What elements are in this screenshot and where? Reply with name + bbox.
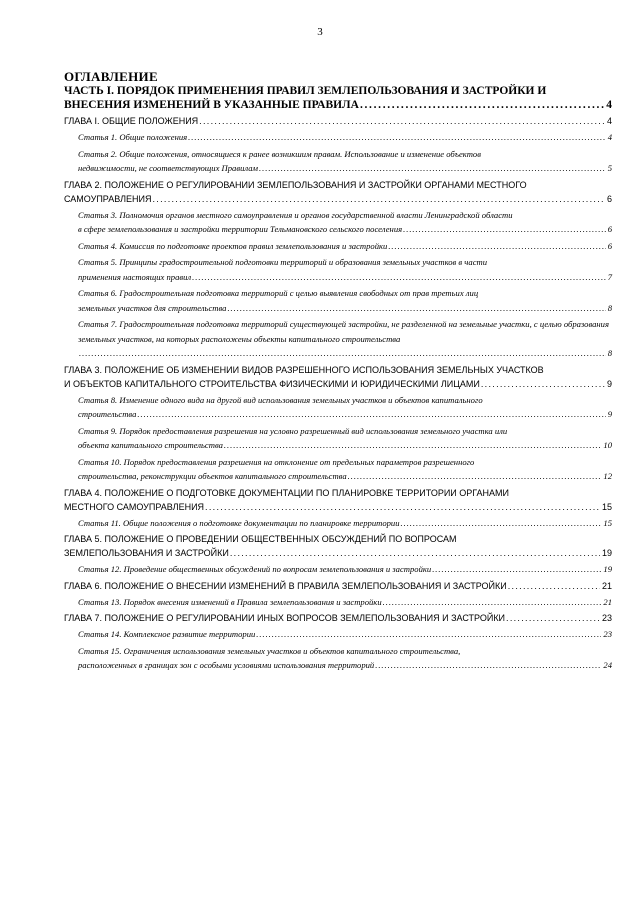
toc-entry-title: Статья 14. Комплексное развитие территории bbox=[78, 629, 256, 639]
dot-leader bbox=[204, 500, 600, 514]
toc-entry-art[interactable] bbox=[64, 130, 612, 145]
toc-page-number: 8 bbox=[607, 302, 612, 313]
toc-entry-line bbox=[78, 469, 612, 484]
toc-entry-chap[interactable] bbox=[64, 579, 612, 593]
toc-entry-line bbox=[78, 270, 612, 285]
dot-leader bbox=[191, 270, 606, 285]
toc-entry-text: ГЛАВА 4. ПОЛОЖЕНИЕ О ПОДГОТОВКЕ ДОКУМЕНТАЦИИ ПО ПЛАНИРОВКЕ ТЕРРИТОРИИ ОРГАНАМИ bbox=[64, 487, 510, 498]
toc-page-number: 6 bbox=[607, 240, 612, 251]
toc-entry-art[interactable] bbox=[64, 208, 612, 237]
toc-entry-art[interactable] bbox=[64, 424, 612, 453]
dot-leader bbox=[359, 98, 604, 112]
toc-entry-title: объекта капитального строительства bbox=[78, 440, 223, 450]
toc-entry-art[interactable] bbox=[64, 516, 612, 531]
dot-leader bbox=[258, 161, 606, 176]
toc-entry-title: ГЛАВА 6. ПОЛОЖЕНИЕ О ВНЕСЕНИИ ИЗМЕНЕНИЙ В ПРАВИЛА ЗЕМЛЕПОЛЬЗОВАНИЯ И ЗАСТРОЙКИ bbox=[64, 580, 507, 591]
toc-page-number: 7 bbox=[607, 271, 612, 282]
toc-page-number: 21 bbox=[601, 580, 612, 591]
toc-entry-art[interactable] bbox=[64, 239, 612, 254]
toc-entry-title: ЗЕМЛЕПОЛЬЗОВАНИЯ И ЗАСТРОЙКИ bbox=[64, 548, 229, 558]
toc-entry-line bbox=[64, 192, 612, 206]
toc-entry-title: строительства bbox=[78, 409, 137, 419]
dot-leader bbox=[387, 239, 605, 254]
toc-page-number: 19 bbox=[601, 548, 612, 558]
toc-entry-line bbox=[64, 579, 612, 593]
toc-entry-line bbox=[64, 546, 612, 560]
toc-entry-line bbox=[64, 500, 612, 514]
toc-entry-title: ГЛАВА 7. ПОЛОЖЕНИЕ О РЕГУЛИРОВАНИИ ИНЫХ ВОПРОСОВ ЗЕМЛЕПОЛЬЗОВАНИЯ И ЗАСТРОЙКИ bbox=[64, 613, 506, 623]
toc-entry-line bbox=[64, 98, 612, 112]
toc-entry-art[interactable] bbox=[64, 644, 612, 673]
toc-entry-title: ГЛАВА I. ОБЩИЕ ПОЛОЖЕНИЯ bbox=[64, 116, 199, 126]
toc-page-number: 4 bbox=[606, 99, 612, 111]
dot-leader bbox=[136, 407, 605, 422]
toc-page-number: 19 bbox=[603, 564, 612, 574]
toc-entry-line bbox=[64, 611, 612, 625]
toc-entry-text: ГЛАВА 2. ПОЛОЖЕНИЕ О РЕГУЛИРОВАНИИ ЗЕМЛЕПОЛЬЗОВАНИЯ И ЗАСТРОЙКИ ОРГАНАМИ МЕСТНОГО bbox=[64, 179, 527, 190]
toc-entry-title: недвижимости, не соответствующих Правилам bbox=[78, 163, 259, 173]
toc-entry-art[interactable] bbox=[64, 562, 612, 577]
toc-entry-line bbox=[78, 438, 612, 453]
toc-entry-text: Статья 10. Порядок предоставления разрешения на отклонение от предельных параметров разрешенного bbox=[78, 456, 475, 467]
dot-leader bbox=[229, 546, 600, 560]
table-of-contents bbox=[64, 84, 612, 673]
toc-entry-title: применения настоящих правил bbox=[78, 271, 192, 282]
toc-entry-chap[interactable] bbox=[64, 363, 612, 391]
dot-leader bbox=[187, 130, 606, 145]
dot-leader bbox=[480, 377, 605, 391]
toc-entry-title: Статья 12. Проведение общественных обсуждений по вопросам землепользования и застройки bbox=[78, 564, 432, 574]
toc-entry-line bbox=[78, 301, 612, 316]
toc-entry-chap[interactable] bbox=[64, 486, 612, 514]
toc-entry-title: Статья 13. Порядок внесения изменений в Правила землепользования и застройки bbox=[78, 596, 382, 607]
toc-page-number: 4 bbox=[607, 132, 612, 142]
toc-entry-line bbox=[78, 161, 612, 176]
toc-entry-line bbox=[78, 516, 612, 531]
toc-entry-art[interactable] bbox=[64, 255, 612, 284]
toc-entry-line bbox=[78, 627, 612, 642]
dot-leader bbox=[223, 438, 601, 453]
dot-leader bbox=[400, 516, 602, 531]
toc-entry-title: земельных участков для строительства bbox=[78, 302, 227, 313]
toc-entry-text: Статья 3. Полномочия органов местного самоуправления и органов государственной власти Ленинградской области bbox=[78, 209, 513, 220]
toc-entry-title: в сфере землепользования и застройки территории Тельмановского сельского поселения bbox=[78, 224, 403, 234]
toc-entry-art[interactable] bbox=[64, 393, 612, 422]
toc-page-number: 6 bbox=[606, 193, 612, 204]
toc-page-number: 8 bbox=[607, 348, 612, 358]
toc-page-number: 24 bbox=[603, 660, 612, 670]
toc-title: ОГЛАВЛЕНИЕ bbox=[64, 69, 158, 84]
dot-leader bbox=[151, 192, 605, 206]
dot-leader bbox=[255, 627, 601, 642]
toc-page-number: 15 bbox=[601, 501, 612, 512]
toc-entry-art[interactable] bbox=[64, 595, 612, 610]
toc-entry-title: Статья 11. Общие положения о подготовке документации по планировке территории bbox=[78, 517, 400, 528]
toc-entry-chap[interactable] bbox=[64, 114, 612, 128]
toc-entry-art[interactable] bbox=[64, 455, 612, 484]
toc-entry-title: расположенных в границах зон с особыми условиями использования территорий bbox=[78, 660, 375, 670]
toc-entry-art[interactable] bbox=[64, 286, 612, 315]
toc-entry-text: Статья 8. Изменение одного вида на другой вид использования земельных участков и объектов капитального bbox=[78, 394, 483, 405]
toc-entry-title: САМОУПРАВЛЕНИЯ bbox=[64, 193, 152, 204]
toc-page-number: 21 bbox=[603, 596, 612, 607]
toc-entry-title: ВНЕСЕНИЯ ИЗМЕНЕНИЙ В УКАЗАННЫЕ ПРАВИЛА bbox=[64, 99, 359, 111]
dot-leader bbox=[78, 346, 606, 361]
dot-leader bbox=[382, 595, 602, 610]
toc-entry-text: Статья 2. Общие положения, относящиеся к ранее возникшим правам. Использование и изменение объектов bbox=[78, 148, 481, 159]
toc-entry-title: МЕСТНОГО САМОУПРАВЛЕНИЯ bbox=[64, 501, 205, 512]
toc-entry-text: Статья 9. Порядок предоставления разрешения на условно разрешенный вид использования земельного участка или bbox=[78, 425, 508, 436]
toc-entry-text: Статья 7. Градостроительная подготовка территорий существующей застройки, не разделенной на земельные участки, с целью образования земельных участков, на которых расположены объекты капитального строительства bbox=[78, 319, 609, 344]
toc-entry-line bbox=[78, 562, 612, 577]
toc-entry-line bbox=[78, 658, 612, 673]
toc-page-number: 12 bbox=[603, 471, 612, 481]
toc-entry-title: строительства, реконструкции объектов капитального строительства bbox=[78, 471, 347, 481]
toc-entry-title: И ОБЪЕКТОВ КАПИТАЛЬНОГО СТРОИТЕЛЬСТВА ФИЗИЧЕСКИМИ И ЮРИДИЧЕСКИМИ ЛИЦАМИ bbox=[64, 378, 480, 389]
toc-page-number: 10 bbox=[603, 440, 612, 450]
toc-entry-art[interactable] bbox=[64, 147, 612, 176]
toc-entry-part[interactable] bbox=[64, 84, 612, 112]
toc-entry-text: ГЛАВА 5. ПОЛОЖЕНИЕ О ПРОВЕДЕНИИ ОБЩЕСТВЕННЫХ ОБСУЖДЕНИЙ ПО ВОПРОСАМ bbox=[64, 534, 457, 544]
toc-entry-text: ЧАСТЬ I. ПОРЯДОК ПРИМЕНЕНИЯ ПРАВИЛ ЗЕМЛЕПОЛЬЗОВАНИЯ И ЗАСТРОЙКИ И bbox=[64, 85, 547, 97]
toc-entry-text: Статья 5. Принципы градостроительной подготовки территорий и образования земельных участков в части bbox=[78, 257, 488, 267]
toc-entry-art[interactable] bbox=[64, 317, 612, 361]
toc-page-number: 9 bbox=[607, 409, 612, 419]
toc-entry-chap[interactable] bbox=[64, 611, 612, 625]
toc-page-number: 5 bbox=[607, 163, 612, 173]
toc-entry-title: Статья 1. Общие положения bbox=[78, 132, 188, 142]
dot-leader bbox=[505, 611, 600, 625]
toc-entry-line bbox=[78, 407, 612, 422]
page-number: 3 bbox=[317, 26, 323, 38]
toc-entry-line bbox=[78, 595, 612, 610]
toc-entry-line bbox=[78, 130, 612, 145]
toc-entry-text: ГЛАВА 3. ПОЛОЖЕНИЕ ОБ ИЗМЕНЕНИИ ВИДОВ РАЗРЕШЕННОГО ИСПОЛЬЗОВАНИЯ ЗЕМЕЛЬНЫХ УЧАСТКОВ bbox=[64, 364, 544, 375]
toc-page-number: 6 bbox=[607, 224, 612, 234]
dot-leader bbox=[431, 562, 601, 577]
dot-leader bbox=[198, 114, 605, 128]
toc-entry-line bbox=[78, 346, 612, 361]
toc-entry-chap[interactable] bbox=[64, 532, 612, 560]
toc-entry-text: Статья 15. Ограничения использования земельных участков и объектов капитального строительства, bbox=[78, 645, 461, 656]
toc-entry-line bbox=[78, 239, 612, 254]
toc-page-number: 9 bbox=[606, 378, 612, 389]
toc-entry-line bbox=[64, 377, 612, 391]
dot-leader bbox=[374, 658, 601, 673]
toc-entry-art[interactable] bbox=[64, 627, 612, 642]
dot-leader bbox=[507, 579, 600, 593]
toc-entry-text: Статья 6. Градостроительная подготовка территорий с целью выявления свободных от прав третьих лиц bbox=[78, 288, 479, 298]
toc-page-number: 23 bbox=[603, 629, 612, 639]
toc-entry-line bbox=[78, 222, 612, 237]
toc-page-number: 23 bbox=[601, 613, 612, 623]
dot-leader bbox=[402, 222, 606, 237]
toc-entry-chap[interactable] bbox=[64, 178, 612, 206]
dot-leader bbox=[226, 301, 605, 316]
toc-page-number: 15 bbox=[603, 517, 612, 528]
toc-page-number: 4 bbox=[606, 116, 612, 126]
dot-leader bbox=[347, 469, 602, 484]
toc-entry-line bbox=[64, 114, 612, 128]
toc-entry-title: Статья 4. Комиссия по подготовке проектов правил землепользования и застройки bbox=[78, 240, 388, 251]
